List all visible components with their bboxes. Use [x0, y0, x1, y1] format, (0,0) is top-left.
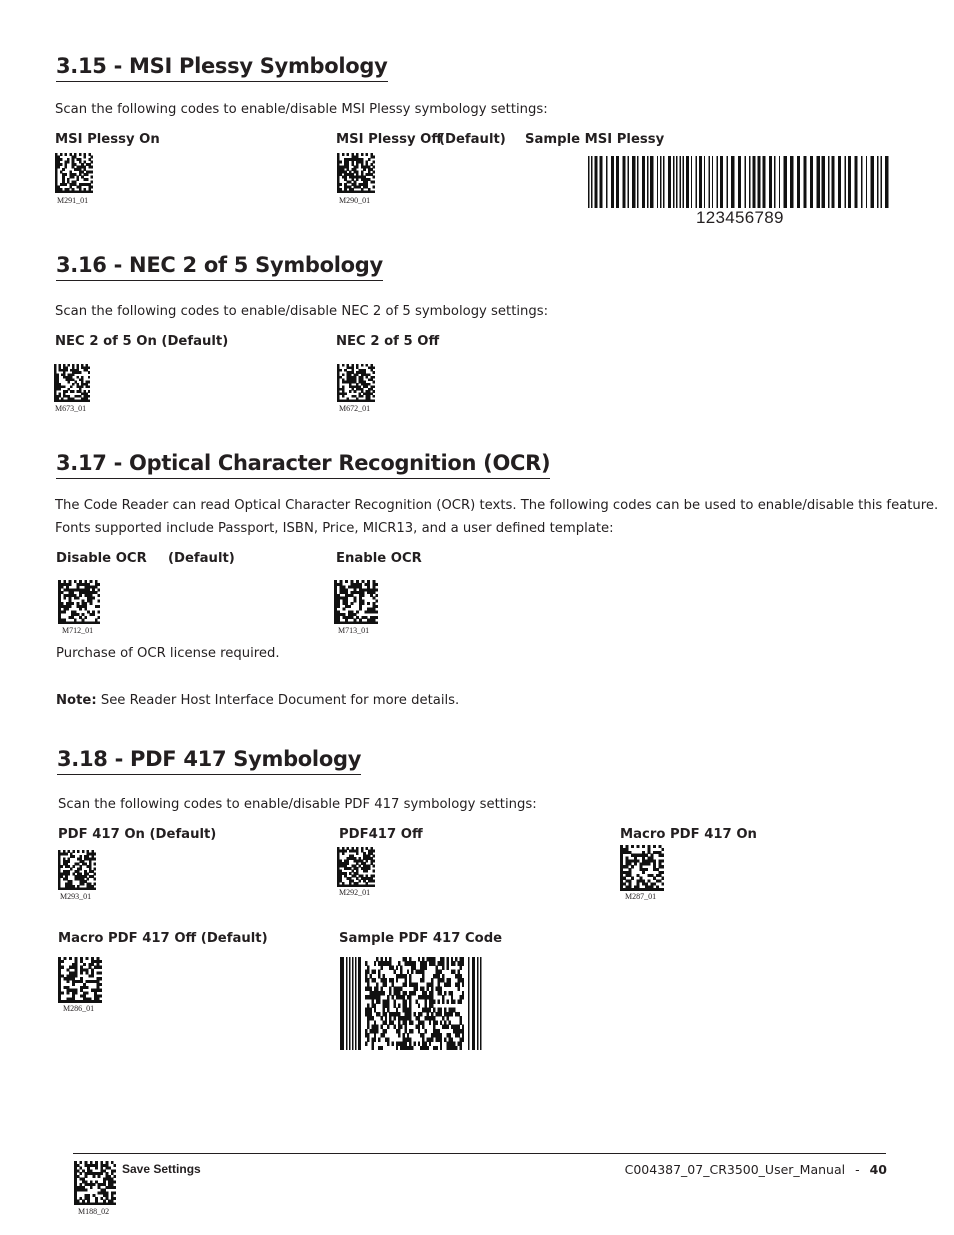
pdf-macro-on-code: M287_01 [625, 892, 657, 901]
ocr-intro-line1: The Code Reader can read Optical Character Recognition (OCR) texts. The following codes can be used to enable/disable this feature. [55, 498, 939, 513]
section-heading-ocr: 3.17 - Optical Character Recognition (OCR) [56, 451, 550, 479]
pdf-off-label: PDF417 Off [339, 827, 423, 842]
ocr-note-label: Note: [56, 693, 97, 708]
nec-on-datamatrix[interactable] [54, 364, 90, 402]
ocr-disable-label: Disable OCR [56, 551, 147, 566]
msi-sample-label: Sample MSI Plessy [525, 132, 665, 147]
msi-on-label: MSI Plessy On [55, 132, 160, 147]
pdf-sample-label: Sample PDF 417 Code [339, 931, 503, 946]
footer-save-code: M188_02 [78, 1207, 110, 1216]
pdf-on-label: PDF 417 On (Default) [58, 827, 217, 842]
pdf-on-datamatrix[interactable] [58, 850, 96, 890]
pdf-on-code: M293_01 [60, 892, 92, 901]
msi-off-datamatrix[interactable] [337, 153, 375, 193]
footer-separator: - [855, 1162, 860, 1177]
msi-on-datamatrix[interactable] [55, 153, 93, 193]
footer-doc-info [625, 1162, 887, 1177]
ocr-note [56, 689, 459, 712]
nec-on-label: NEC 2 of 5 On (Default) [55, 334, 229, 349]
nec-off-code: M672_01 [339, 404, 371, 413]
nec-intro-text: Scan the following codes to enable/disable NEC 2 of 5 symbology settings: [55, 304, 549, 319]
nec-off-label: NEC 2 of 5 Off [336, 334, 440, 349]
ocr-note-text: See Reader Host Interface Document for more details. [96, 693, 460, 708]
pdf-sample-pdf417-code [340, 957, 482, 1050]
pdf-macro-on-datamatrix[interactable] [620, 845, 664, 891]
nec-off-datamatrix[interactable] [337, 364, 375, 402]
ocr-enable-code: M713_01 [338, 626, 370, 635]
footer-page-number: 40 [869, 1162, 887, 1177]
footer-divider [73, 1153, 886, 1154]
msi-sample-barcode [588, 156, 890, 208]
ocr-disable-code: M712_01 [62, 626, 94, 635]
ocr-intro-line2: Fonts supported include Passport, ISBN, Price, MICR13, and a user defined template: [55, 521, 614, 536]
msi-on-code: M291_01 [57, 196, 89, 205]
section-heading-pdf417: 3.18 - PDF 417 Symbology [57, 747, 361, 775]
footer-save-settings-datamatrix[interactable] [74, 1161, 116, 1205]
footer-doc-name: C004387_07_CR3500_User_Manual [624, 1162, 846, 1177]
section-heading-nec-2of5: 3.16 - NEC 2 of 5 Symbology [56, 253, 383, 281]
nec-on-code: M673_01 [55, 404, 87, 413]
pdf-macro-off-datamatrix[interactable] [58, 957, 102, 1003]
pdf-off-code: M292_01 [339, 888, 371, 897]
pdf-macro-off-label: Macro PDF 417 Off (Default) [58, 931, 268, 946]
footer-save-settings-label: Save Settings [122, 1162, 201, 1176]
ocr-disable-default: (Default) [168, 551, 235, 566]
ocr-disable-datamatrix[interactable] [58, 580, 100, 624]
pdf-macro-off-code: M286_01 [63, 1004, 95, 1013]
section-heading-msi-plessy: 3.15 - MSI Plessy Symbology [56, 54, 388, 82]
ocr-enable-datamatrix[interactable] [334, 580, 378, 624]
pdf-off-datamatrix[interactable] [337, 847, 375, 887]
msi-sample-digits: 123456789 [696, 208, 784, 227]
msi-off-default: (Default) [439, 132, 506, 147]
msi-intro-text: Scan the following codes to enable/disable MSI Plessy symbology settings: [55, 102, 548, 117]
pdf-macro-on-label: Macro PDF 417 On [620, 827, 757, 842]
ocr-license-note: Purchase of OCR license required. [56, 646, 280, 661]
pdf-intro-text: Scan the following codes to enable/disable PDF 417 symbology settings: [58, 797, 537, 812]
msi-off-code: M290_01 [339, 196, 371, 205]
ocr-enable-label: Enable OCR [336, 551, 422, 566]
msi-off-label: MSI Plessy Off [336, 132, 443, 147]
